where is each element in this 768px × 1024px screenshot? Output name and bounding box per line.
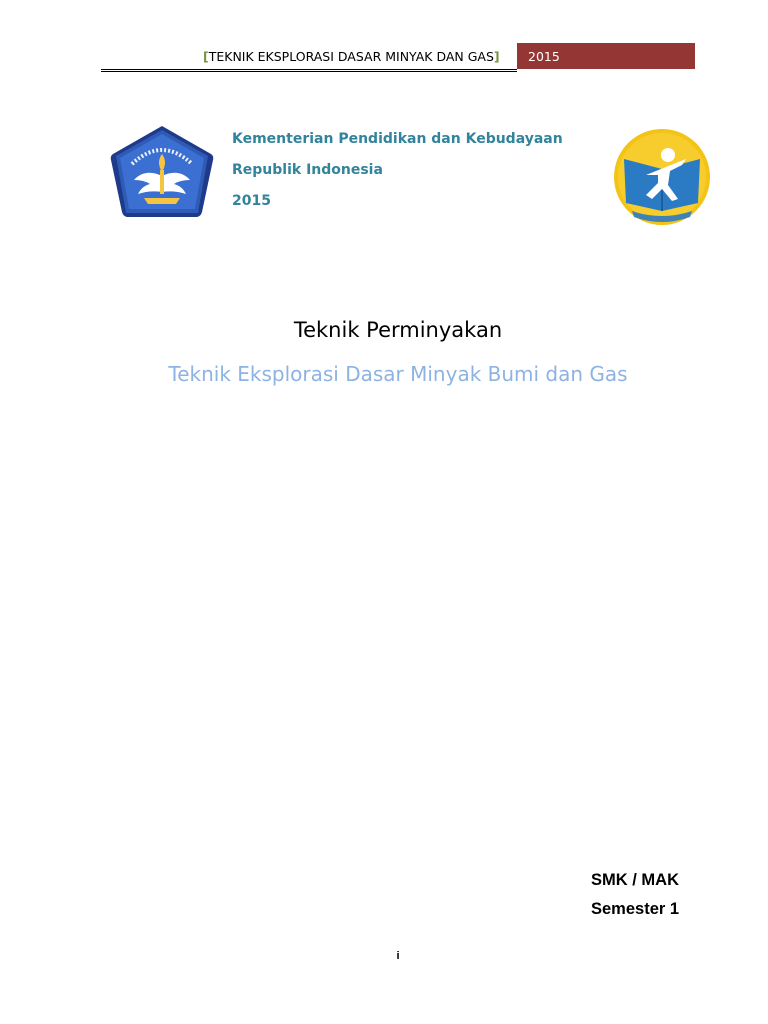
page-number: i — [396, 950, 400, 962]
header-bracket-open: [ — [203, 49, 209, 64]
ministry-name: Kementerian Pendidikan dan Kebudayaan — [232, 131, 563, 147]
school-level: SMK / MAK — [591, 871, 679, 889]
header-rule-secondary — [101, 71, 517, 72]
emblem-graphic — [110, 124, 214, 224]
cover-title: Teknik Perminyakan — [293, 318, 503, 342]
header-title-text: TEKNIK EKSPLORASI DASAR MINYAK DAN GAS — [208, 49, 494, 64]
header-title — [203, 49, 500, 65]
level-block — [591, 866, 679, 924]
tut-wuri-handayani-emblem-icon — [110, 124, 214, 224]
header-bracket-close: ] — [493, 49, 500, 64]
semester-label: Semester 1 — [591, 900, 680, 918]
cover-subtitle: Teknik Eksplorasi Dasar Minyak Bumi dan Gas — [168, 362, 628, 386]
ministry-country: Republik Indonesia — [232, 162, 383, 178]
ministry-block — [232, 124, 563, 217]
header-rule — [101, 69, 517, 70]
running-header — [101, 43, 695, 70]
header-year: 2015 — [528, 49, 560, 64]
header-year-box — [517, 43, 695, 69]
kurikulum-logo-graphic — [610, 129, 714, 225]
ministry-year: 2015 — [232, 193, 271, 209]
kurikulum-2013-logo-icon — [610, 129, 714, 225]
